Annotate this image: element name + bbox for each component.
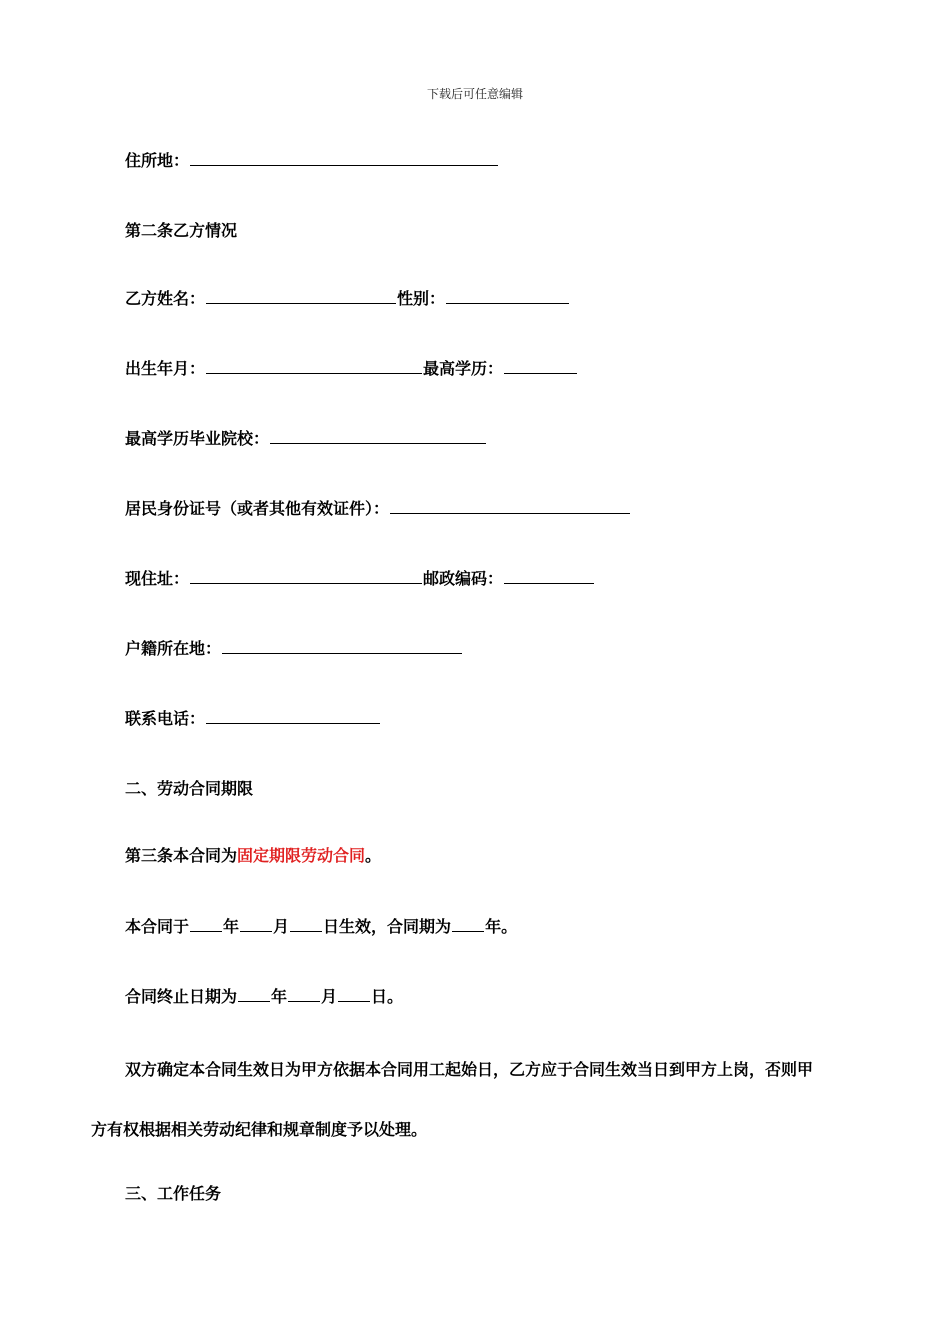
effective-end-label: 年。 [485, 917, 518, 936]
effective-text-1: 本合同于 [125, 917, 190, 936]
effective-year-blank[interactable] [190, 916, 222, 932]
phone-blank[interactable] [206, 708, 380, 724]
paragraph-line-2: 方有权根据相关劳动纪律和规章制度予以处理。 [91, 1120, 428, 1139]
household-label: 户籍所在地： [125, 639, 222, 658]
household-blank[interactable] [222, 638, 462, 654]
school-line [125, 428, 487, 449]
gender-label: 性别： [397, 289, 446, 308]
effective-day-label: 日生效，合同期为 [323, 917, 452, 936]
birth-blank[interactable] [206, 358, 422, 374]
birth-label: 出生年月： [125, 359, 206, 378]
effective-month-label: 月 [273, 917, 290, 936]
school-blank[interactable] [270, 428, 486, 444]
phone-label: 联系电话： [125, 709, 206, 728]
residence-line [125, 150, 499, 171]
postcode-blank[interactable] [504, 568, 594, 584]
gender-blank[interactable] [446, 288, 569, 304]
section3-title: 三、工作任务 [125, 1184, 222, 1203]
term-day-blank[interactable] [338, 986, 370, 1002]
effective-day-blank[interactable] [290, 916, 322, 932]
education-blank[interactable] [504, 358, 577, 374]
contract-type-highlight: 固定期限劳动合同 [237, 846, 366, 865]
education-label: 最高学历： [423, 359, 504, 378]
residence-label: 住所地： [125, 151, 190, 170]
effective-line [125, 916, 517, 937]
id-line [125, 498, 631, 519]
term-month-label: 月 [321, 987, 338, 1006]
term-day-label: 日。 [371, 987, 404, 1006]
term-text-1: 合同终止日期为 [125, 987, 238, 1006]
name-blank[interactable] [206, 288, 396, 304]
article3-suffix: 。 [365, 846, 382, 865]
residence-blank[interactable] [190, 150, 498, 166]
article2-title: 第二条乙方情况 [125, 221, 238, 240]
article3-prefix: 第三条本合同为 [125, 846, 238, 865]
phone-line [125, 708, 381, 729]
term-year-blank[interactable] [238, 986, 270, 1002]
term-length-blank[interactable] [452, 916, 484, 932]
name-label: 乙方姓名： [125, 289, 206, 308]
birth-line [125, 358, 578, 379]
address-label: 现住址： [125, 569, 190, 588]
id-label: 居民身份证号（或者其他有效证件）： [125, 499, 390, 518]
term-end-line [125, 986, 403, 1007]
household-line [125, 638, 463, 659]
school-label: 最高学历毕业院校： [125, 429, 270, 448]
effective-month-blank[interactable] [240, 916, 272, 932]
id-blank[interactable] [390, 498, 630, 514]
term-year-label: 年 [271, 987, 288, 1006]
term-month-blank[interactable] [288, 986, 320, 1002]
page-header: 下载后可任意编辑 [426, 87, 523, 101]
article3-line [125, 846, 381, 866]
postcode-label: 邮政编码： [423, 569, 504, 588]
paragraph-line-1: 双方确定本合同生效日为甲方依据本合同用工起始日，乙方应于合同生效当日到甲方上岗，否则甲 [125, 1060, 814, 1079]
address-line [125, 568, 595, 589]
effective-year-label: 年 [223, 917, 240, 936]
address-blank[interactable] [190, 568, 422, 584]
name-line [125, 288, 570, 309]
section2-title: 二、劳动合同期限 [125, 779, 254, 798]
